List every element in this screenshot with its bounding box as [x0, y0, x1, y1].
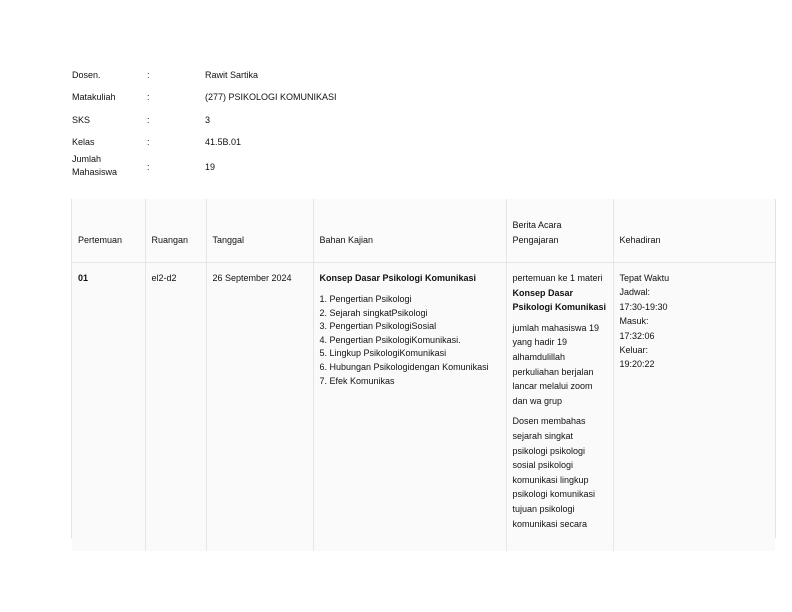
kelas-label: Kelas: [72, 137, 95, 147]
cell-kehadiran: [613, 263, 775, 552]
header-pertemuan: Pertemuan: [72, 199, 145, 263]
kehadiran-keluar-value: 19:20:22: [619, 359, 655, 370]
table-header-row: [72, 199, 775, 263]
table-row: [72, 263, 775, 552]
sks-sep: :: [147, 115, 150, 125]
kehadiran-keluar-label: Keluar:: [619, 345, 649, 356]
header-bahan-kajian: Bahan Kajian: [313, 199, 506, 263]
bahan-list: [320, 293, 500, 388]
jumlah-label: Jumlah Mahasiswa: [72, 154, 118, 177]
matakuliah-sep: :: [147, 92, 150, 102]
info-row-matakuliah: [72, 92, 592, 115]
kehadiran-jadwal-value: 17:30-19:30: [619, 301, 668, 312]
info-row-dosen: [72, 70, 592, 92]
list-item: 4. Pengertian PsikologiKomunikasi.: [319, 334, 461, 345]
jumlah-value: 19: [205, 162, 216, 172]
berita-paragraph-2: jumlah mahasiswa 19 yang hadir 19 alhamdulillah perkuliahan berjalan lancar melalui zoom dan wa grup: [512, 322, 600, 406]
cell-berita-acara: [506, 263, 613, 552]
jumlah-sep: :: [147, 162, 150, 172]
kelas-sep: :: [147, 137, 150, 147]
bahan-title: Konsep Dasar Psikologi Komunikasi: [319, 273, 477, 283]
sks-label: SKS: [72, 115, 91, 125]
dosen-value: Rawit Sartika: [205, 70, 259, 80]
kehadiran-masuk-label: Masuk:: [619, 316, 649, 327]
matakuliah-label: Matakuliah: [72, 92, 116, 102]
course-info: [72, 70, 592, 200]
info-row-kelas: [72, 137, 592, 160]
kehadiran-jadwal-label: Jadwal:: [619, 287, 651, 298]
header-ruangan: Ruangan: [145, 199, 206, 263]
list-item: 5. Lingkup PsikologiKomunikasi: [319, 348, 447, 359]
kehadiran-masuk-value: 17:32:06: [619, 330, 655, 341]
kelas-value: 41.5B.01: [205, 137, 242, 147]
header-tanggal: Tanggal: [206, 199, 313, 263]
kehadiran-status: Tepat Waktu: [619, 273, 670, 283]
cell-pertemuan: 01: [72, 263, 145, 552]
info-row-sks: [72, 115, 592, 137]
info-row-jumlah: [72, 154, 592, 200]
dosen-label: Dosen.: [72, 70, 101, 80]
berita-paragraph-1: [513, 271, 607, 315]
cell-bahan-kajian: [313, 263, 506, 552]
cell-tanggal: 26 September 2024: [206, 263, 313, 552]
list-item: 7. Efek Komunikas: [319, 375, 395, 386]
attendance-table: [71, 199, 776, 538]
header-berita-acara: Berita Acara Pengajaran: [506, 199, 613, 263]
berita-p1-text: pertemuan ke 1 materi: [512, 273, 603, 283]
list-item: 6. Hubungan Psikologidengan Komunikasi: [319, 361, 489, 372]
sks-value: 3: [205, 115, 211, 125]
list-item: 1. Pengertian Psikologi: [319, 294, 412, 304]
list-item: 2. Sejarah singkatPsikologi: [319, 307, 428, 318]
list-item: 3. Pengertian PsikologiSosial: [319, 321, 437, 332]
matakuliah-value: (277) PSIKOLOGI KOMUNIKASI: [205, 92, 337, 102]
header-kehadiran: Kehadiran: [613, 199, 775, 263]
berita-paragraph-3: Dosen membahas sejarah singkat psikologi psikologi sosial psikologi komunikasi lingkup psikologi komunikasi tujuan psikologi komunikasi secara: [512, 416, 596, 529]
dosen-sep: :: [147, 70, 150, 80]
berita-p1-bold: Konsep Dasar Psikologi Komunikasi: [512, 287, 607, 313]
cell-ruangan: el2-d2: [145, 263, 206, 552]
